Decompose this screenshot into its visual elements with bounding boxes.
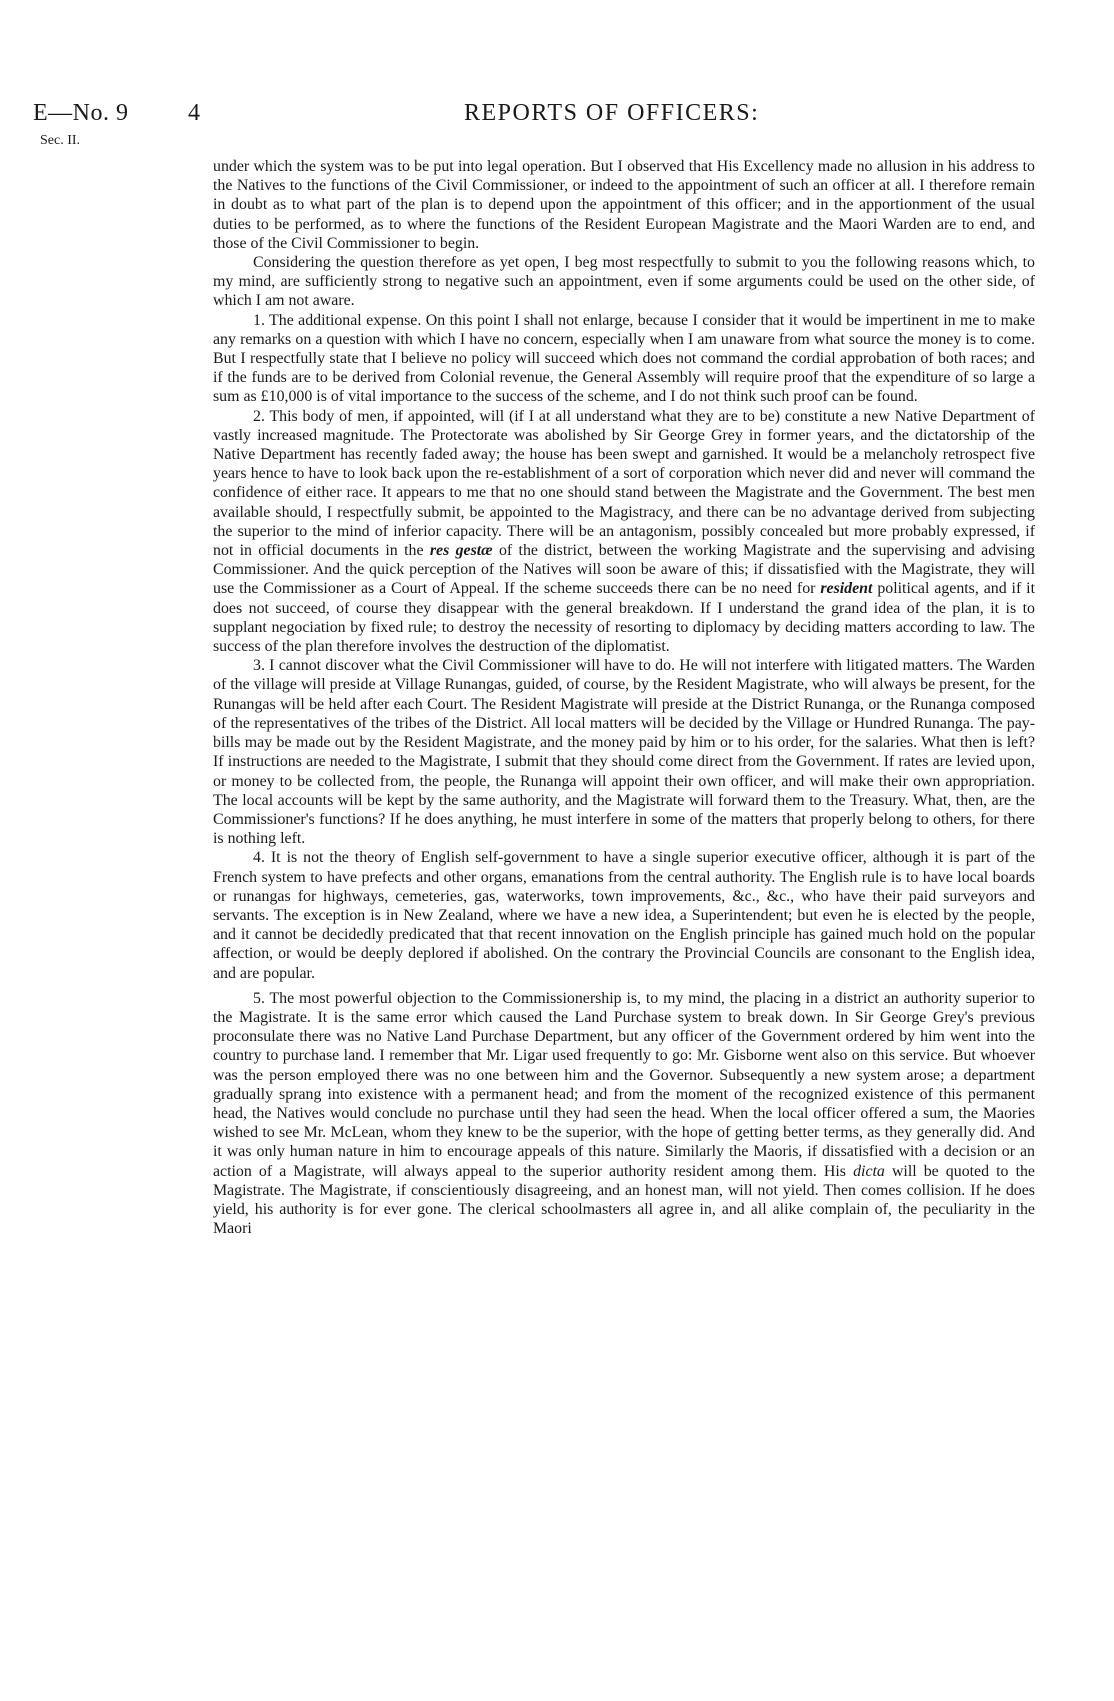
paragraph-text: political agents, and if it does not succeed, of course they disappear with the general breakdown. If I understand the grand idea of the plan, it is to supplant negociation by fixed rule; to destroy the necessity of resorting to diplomacy by deciding matters according to law. The success of the plan therefore involves the destruction of the diplomatist. bbox=[213, 580, 1035, 656]
italic-phrase: dicta bbox=[853, 1162, 885, 1180]
page-number: 4 bbox=[188, 100, 200, 126]
paragraph-point-4: 4. It is not the theory of English self-government to have a single superior executive officer, although it is part of the French system to have prefects and other organs, emanations from the central authority. The English rule is to have local boards or runangas for highways, cemeteries, gas, waterworks, town improvements, &c., &c., who have their paid surveyors and servants. The exception is in New Zealand, where we have a new idea, a Superintendent; but even he is elected by the people, and it cannot be decidedly predicated that that recent innovation on the English principle has gained much hold on the popular affection, or would be deeply deplored if abolished. On the contrary the Provincial Councils are consonant to the English idea, and are popular. bbox=[213, 849, 1035, 982]
italic-phrase: res gestæ bbox=[429, 542, 493, 560]
running-head: REPORTS OF OFFICERS: bbox=[464, 100, 760, 126]
paragraph-intro: Considering the question therefore as yet open, I beg most respectfully to submit to you the following reasons which, to my mind, are sufficiently strong to negative such an appointment, even if some arguments could be used on the other side, of which I am not aware. bbox=[213, 254, 1035, 310]
paragraph-point-3: 3. I cannot discover what the Civil Commissioner will have to do. He will not interfere with litigated matters. The Warden of the village will preside at Village Runangas, guided, of course, by the Resident Magistrate, who will always be present, for the Runangas will be held after each Court. The Resident Magistrate will preside at the District Runanga, or the Runanga composed of the representatives of the tribes of the District. All local matters will be decided by the Village or Hundred Runanga. The pay-bills may be made out by the Resident Magistrate, and the money paid by him or to his order, for the salaries. What then is left? If instructions are needed to the Magistrate, I submit that they should come direct from the Government. If rates are levied upon, or money to be collected from, the people, the Runanga will appoint their own officer, and will make their own appropriation. The local accounts will be kept by the same authority, and the Magistrate will forward them to the Treasury. What, then, are the Commissioner's functions? If he does anything, he must interfere in some of the matters that properly belong to others, for there is nothing left. bbox=[213, 657, 1035, 848]
italic-phrase: resident bbox=[820, 580, 873, 598]
paragraph-text: will be quoted to the Magistrate. The Magistrate, if conscientiously disagreeing, and an honest man, will not yield. Then comes collision. If he does yield, his authority is for ever gone. The clerical schoolmasters all agree in, and all alike complain of, the peculiarity in the Maori bbox=[213, 1162, 1035, 1238]
paragraph-point-5 bbox=[213, 989, 1035, 1239]
body-text bbox=[213, 157, 1035, 1238]
document-reference: E—No. 9 bbox=[33, 100, 129, 126]
paragraph-point-2 bbox=[213, 407, 1035, 657]
paragraph-text: of the district, between the working Magistrate and the supervising and advising Commissioner. And the quick perception of the Natives will soon be aware of this; if dissatisfied with the Magistrate, they will use the Commissioner as a Court of Appeal. If the scheme succeeds there can be no need for bbox=[213, 542, 1035, 598]
paragraph-point-1: 1. The additional expense. On this point I shall not enlarge, because I consider that it would be impertinent in me to make any remarks on a question with which I have no concern, especially when I am unaware from what source the money is to come. But I respectfully state that I believe no policy will succeed which does not command the cordial approbation of both races; and if the funds are to be derived from Colonial revenue, the General Assembly will require proof that the expenditure of so large a sum as £10,000 is of vital importance to the success of the scheme, and I do not think such proof can be found. bbox=[213, 311, 1035, 406]
paragraph-text: 5. The most powerful objection to the Commissionership is, to my mind, the placing in a district an authority superior to the Magistrate. It is the same error which caused the Land Purchase system to break down. In Sir George Grey's previous proconsulate there was no Native Land Purchase Department, but any officer of the Government ordered by him went into the country to purchase land. I remember that Mr. Ligar used frequently to go: Mr. Gisborne went also on this service. But whoever was the person employed there was no one between him and the Governor. Subsequently a new system arose; a department gradually sprang into existence with a permanent head; and from the moment of the recognized existence of this permanent head, the Natives would conclude no purchase until they had seen the head. When the local officer offered a sum, the Maories wished to see Mr. McLean, whom they knew to be the superior, with the hope of getting better terms, as they generally did. And it was only human nature in him to encourage appeals of this nature. Similarly the Maoris, if dissatisfied with a decision or an action of a Magistrate, will always appeal to the superior authority resident among them. His bbox=[213, 989, 1035, 1180]
paragraph-continuation: under which the system was to be put into legal operation. But I observed that His Excellency made no allusion in his address to the Natives to the functions of the Civil Commissioner, or indeed to the appointment of such an officer at all. I therefore remain in doubt as to what part of the plan is to depend upon the appointment of this officer; and in the apportionment of the usual duties to be performed, as to where the functions of the Resident European Magistrate and the Maori Warden are to end, and those of the Civil Commissioner to begin. bbox=[213, 158, 1035, 252]
paragraph-text: 2. This body of men, if appointed, will (if I at all understand what they are to be) constitute a new Native Department of vastly increased magnitude. The Protectorate was abolished by Sir George Grey in former years, and the dictatorship of the Native Department has recently faded away; the house has been swept and garnished. It would be a melancholy retrospect five years hence to have to look back upon the re-establishment of a sort of corporation which never did and never will command the confidence of either race. It appears to me that no one should stand between the Magistrate and the Government. The best men available should, I respectfully submit, be appointed to the Magistracy, and there can be no advantage derived from subjecting the superior to the mind of inferior capacity. There will be an antagonism, possibly concealed but more probably expressed, if not in official documents in the bbox=[213, 407, 1035, 560]
section-label: Sec. II. bbox=[40, 133, 81, 148]
